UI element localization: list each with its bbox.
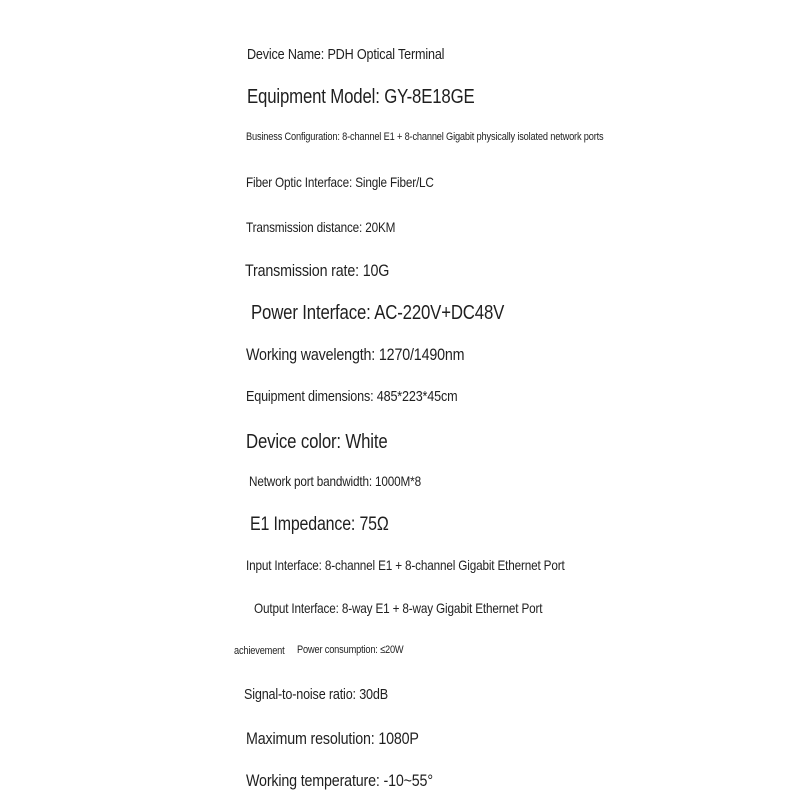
signal-to-noise-ratio: Signal-to-noise ratio: 30dB [244, 686, 388, 703]
power-interface: Power Interface: AC-220V+DC48V [251, 302, 505, 324]
working-temperature: Working temperature: -10~55° [246, 771, 433, 790]
maximum-resolution: Maximum resolution: 1080P [246, 729, 419, 748]
equipment-model: Equipment Model: GY-8E18GE [247, 86, 475, 108]
working-wavelength: Working wavelength: 1270/1490nm [246, 345, 465, 364]
business-configuration: Business Configuration: 8-channel E1 + 8-channel Gigabit physically isolated network ports [246, 131, 604, 143]
transmission-distance: Transmission distance: 20KM [246, 219, 396, 235]
e1-impedance: E1 Impedance: 75Ω [250, 514, 389, 535]
fiber-optic-interface: Fiber Optic Interface: Single Fiber/LC [246, 174, 434, 190]
power-consumption: Power consumption: ≤20W [297, 644, 404, 656]
transmission-rate: Transmission rate: 10G [245, 261, 390, 280]
device-color: Device color: White [246, 431, 388, 453]
equipment-dimensions: Equipment dimensions: 485*223*45cm [246, 388, 458, 405]
output-interface: Output Interface: 8-way E1 + 8-way Gigabit Ethernet Port [254, 600, 543, 616]
achievement-label: achievement [234, 645, 285, 657]
network-port-bandwidth: Network port bandwidth: 1000M*8 [249, 473, 421, 489]
device-name: Device Name: PDH Optical Terminal [247, 46, 445, 63]
input-interface: Input Interface: 8-channel E1 + 8-channel Gigabit Ethernet Port [246, 557, 565, 573]
